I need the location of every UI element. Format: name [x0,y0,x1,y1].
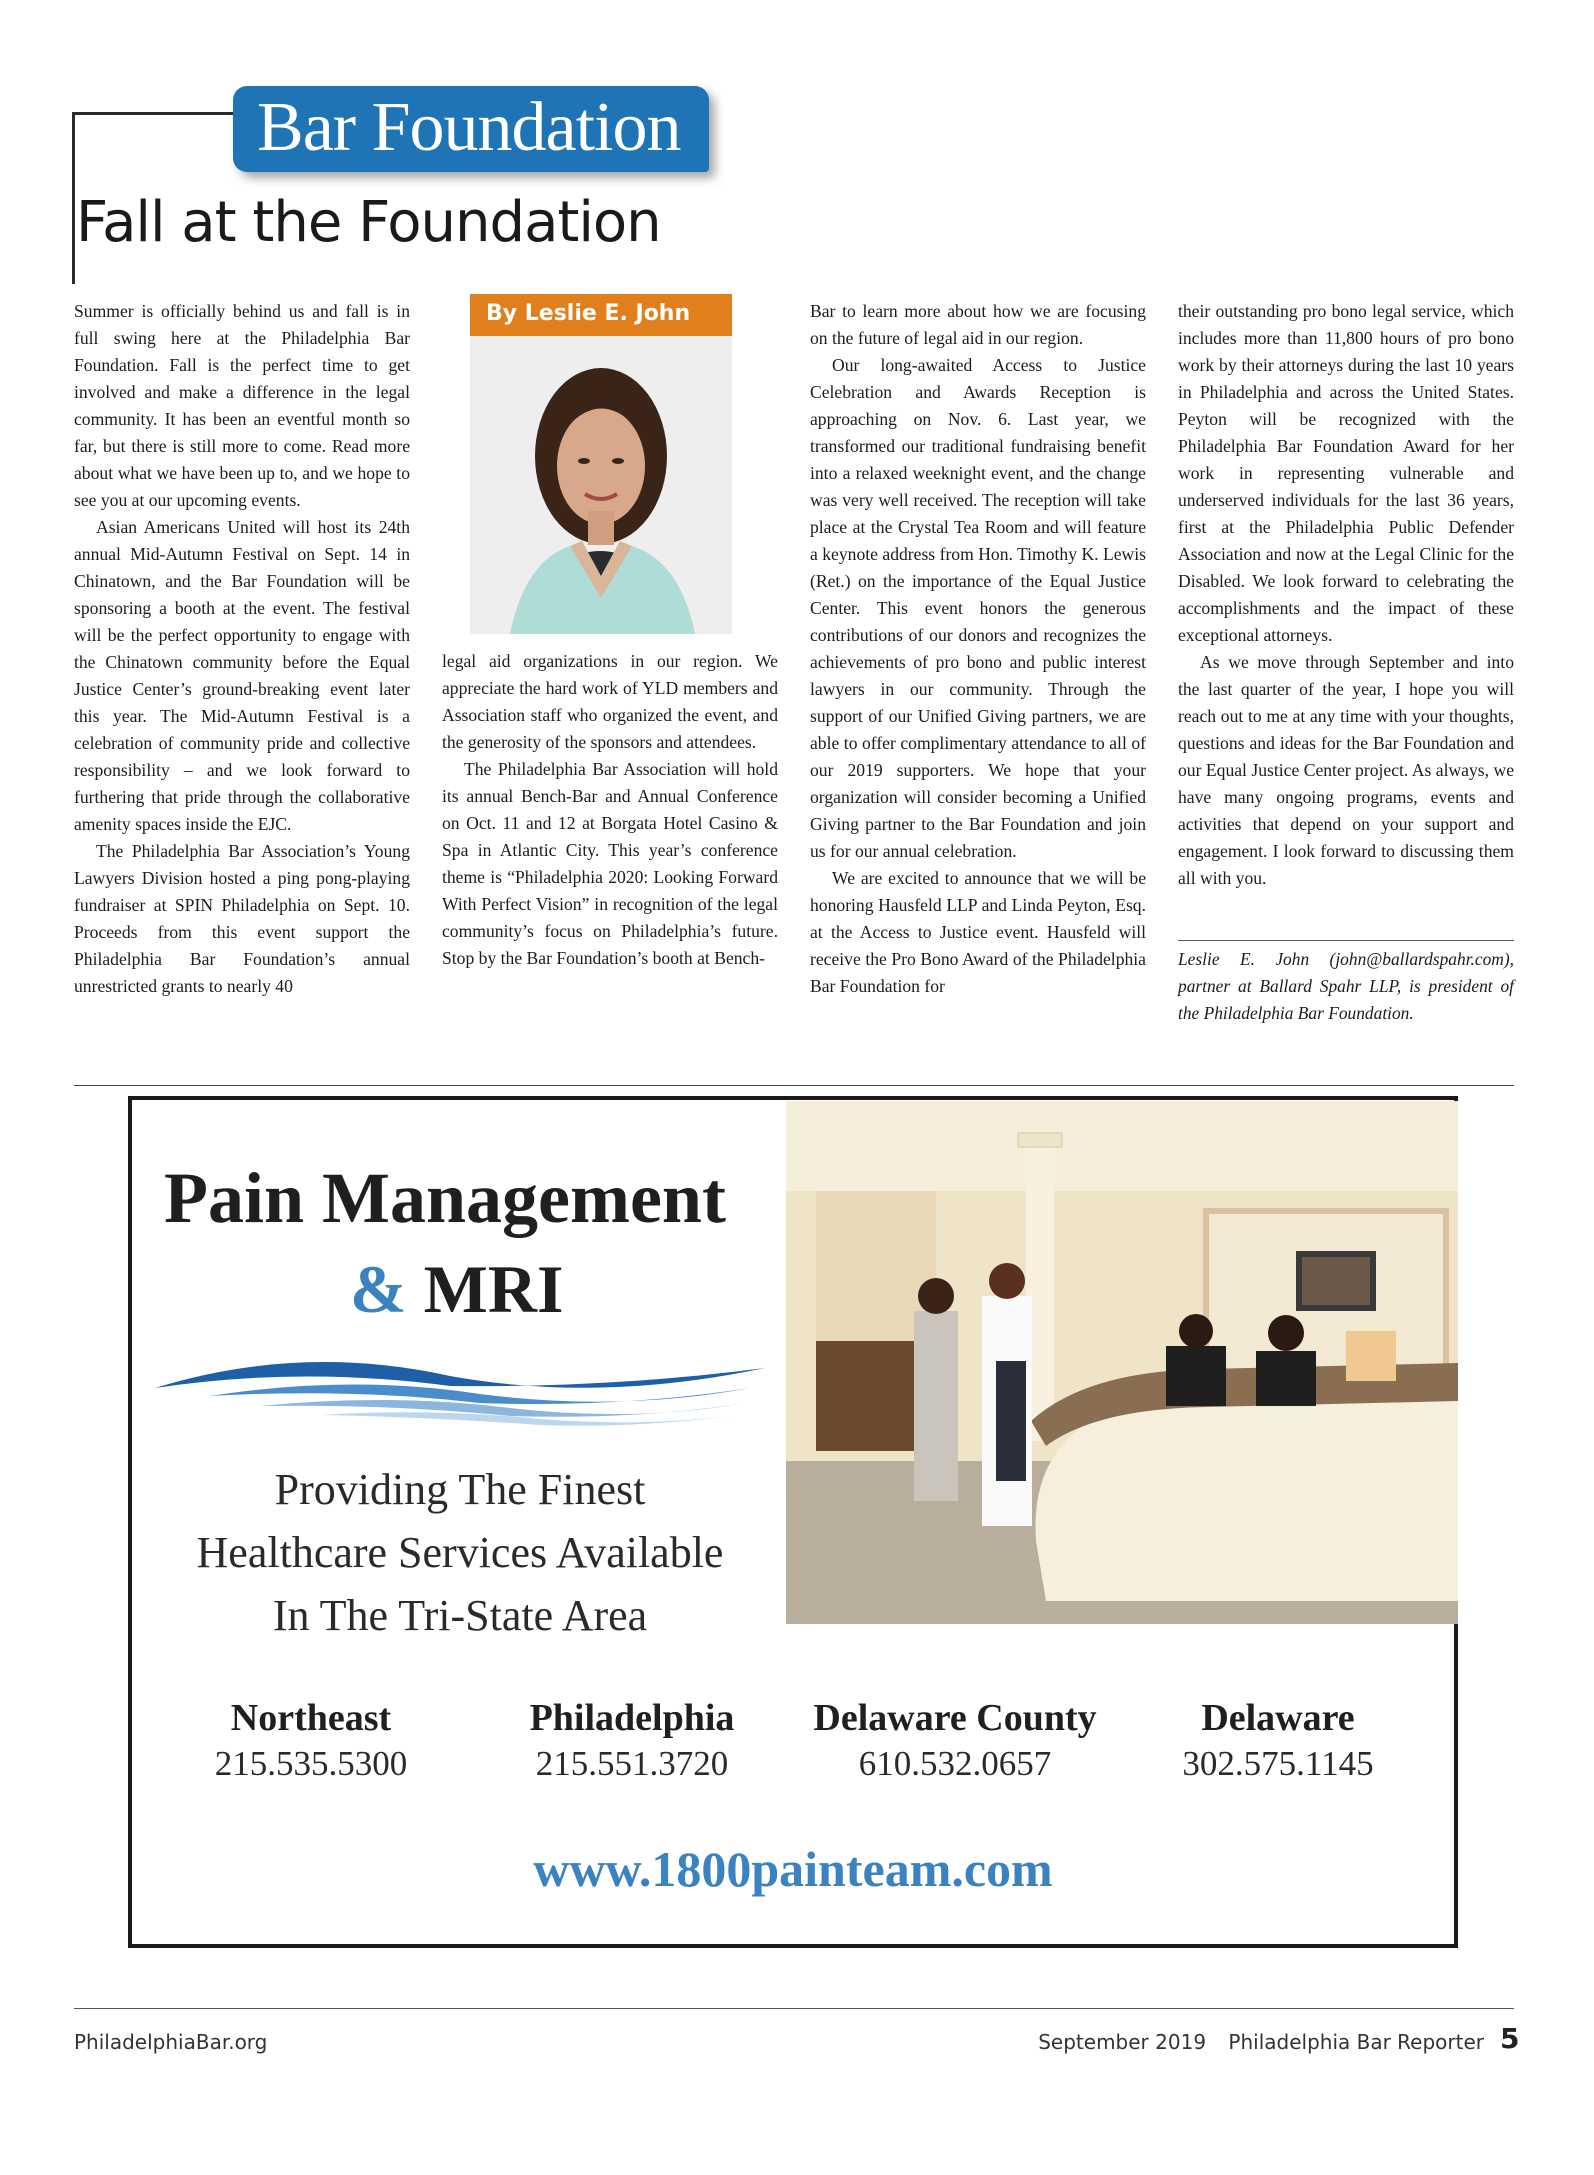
footer-divider [74,2008,1514,2009]
author-portrait [470,336,732,634]
paragraph: As we move through September and into the last quarter of the year, I hope you will reach out to me at any time with your thoughts, questions and ideas for the Bar Foundation and our Equal Justice Center project. As always, we have many ongoing programs, events and activities that depend on your support and engagement. I look forward to discussing them all with you. [1178,652,1514,888]
paragraph: Asian Americans United will host its 24th annual Mid-Autumn Festival on Sept. 14 in Chinatown, and the Bar Foundation will be sponsoring a booth at the event. The festival will be the perfect opportunity to engage with the Chinatown community before the Equal Justice Center’s ground-breaking event later this year. The Mid-Autumn Festival is a celebration of community pride and collective responsibility – and we look forward to furthering that pride through the collaborative amenity spaces inside the EJC. [74,517,410,834]
byline-tag [470,294,732,336]
paragraph: Summer is officially behind us and fall is in full swing here at the Philadelphia Bar Foundation. Fall is the perfect time to get involved and make a difference in the legal community. It has been an eventful month so far, but there is still more to come. Read more about what we have been up to, and we hope to see you at our upcoming events. [74,301,410,510]
ad-subtitle [350,1250,563,1329]
byline-text: By Leslie E. John [486,301,691,326]
author-bio: Leslie E. John (john@ballardspahr.com), partner at Ballard Spahr LLP, is president of the Philadelphia Bar Foundation. [1178,949,1514,1023]
article-column-3 [810,298,1146,1000]
footer-website[interactable]: PhiladelphiaBar.org [74,2030,268,2054]
ad-tagline-line: Providing The Finest [274,1465,646,1514]
ad-tagline [140,1458,780,1647]
footer-issue-info [1038,2030,1484,2054]
location-phone: 215.535.5300 [214,1744,408,1783]
location-phone: 215.551.3720 [535,1744,729,1783]
paragraph: The Philadelphia Bar Association’s Young Lawyers Division hosted a ping pong-playing fundraiser at SPIN Philadelphia on Sept. 10. Proceeds from this event support the Philadelphia Bar Foundation’s annual unrestricted grants to nearly 40 [74,841,410,996]
location-name: Delaware County [813,1697,1097,1739]
ad-ampersand: & [350,1251,407,1327]
article-column-1 [74,298,410,1000]
ad-subtitle-text: MRI [423,1251,564,1327]
section-divider [74,1085,1514,1086]
paragraph: Bar to learn more about how we are focusing on the future of legal aid in our region. [810,301,1146,348]
footer-date: September 2019 [1038,2030,1207,2054]
location-delaware [1118,1695,1438,1787]
location-delaware-county [795,1695,1115,1787]
location-phone: 610.532.0657 [858,1744,1052,1783]
footer-publication: Philadelphia Bar Reporter [1228,2030,1484,2054]
location-phone: 302.575.1145 [1182,1744,1374,1783]
paragraph: The Philadelphia Bar Association will hold its annual Bench-Bar and Annual Conference on Oct. 11 and 12 at Borgata Hotel Casino & Spa in Atlantic City. This year’s conference theme is “Philadelphia 2020: Looking Forward With Perfect Vision” in recognition of the legal community’s focus on Philadelphia’s future. Stop by the Bar Foundation’s booth at Bench- [442,759,778,968]
location-name: Philadelphia [529,1697,735,1739]
ad-tagline-line: In The Tri-State Area [272,1591,648,1640]
location-name: Northeast [230,1697,392,1739]
ad-website-link[interactable]: www.1800painteam.com [533,1841,1053,1897]
paragraph: their outstanding pro bono legal service, which includes more than 11,800 hours of pro bono work by their attorneys during the last 10 years in Philadelphia and across the United States. Peyton will be recognized with the Philadelphia Bar Foundation Award for her work in representing vulnerable and underserved individuals for the last 36 years, first at the Philadelphia Public Defender Association and now at the Legal Clinic for the Disabled. We look forward to celebrating the accomplishments and the impact of these exceptional attorneys. [1178,301,1514,645]
article-column-4 [1178,298,1514,892]
paragraph: legal aid organizations in our region. We appreciate the hard work of YLD members and Association staff who organized the event, and the generosity of the sponsors and attendees. [442,651,778,752]
wave-logo-icon [150,1348,770,1428]
ad-title: Pain Management [164,1158,726,1238]
paragraph: Our long-awaited Access to Justice Celebration and Awards Reception is approaching on Nov. 6. Last year, we transformed our traditional fundraising benefit into a relaxed weeknight event, and the change was very well received. The reception will take place at the Crystal Tea Room and will feature a keynote address from Hon. Timothy K. Lewis (Ret.) on the importance of the Equal Justice Center. This event honors the generous contributions of our donors and recognizes the achievements of pro bono and public interest lawyers in our community. Through the support of our Unified Giving partners, we are able to offer complimentary attendance to all of our 2019 supporters. We hope that your organization will consider becoming a Unified Giving partner to the Bar Foundation and join us for our annual celebration. [810,355,1146,861]
section-frame-top [72,112,242,115]
section-tab [233,86,709,172]
location-northeast [151,1695,471,1787]
paragraph: We are excited to announce that we will be honoring Hausfeld LLP and Linda Peyton, Esq. at the Access to Justice event. Hausfeld will receive the Pro Bono Award of the Philadelphia Bar Foundation for [810,868,1146,996]
section-frame-left [72,112,75,284]
ad-tagline-line: Healthcare Services Available [196,1528,724,1577]
article-headline: Fall at the Foundation [76,190,661,255]
section-label: Bar Foundation [257,89,681,166]
page-number: 5 [1500,2022,1520,2055]
location-name: Delaware [1201,1697,1355,1739]
article-column-2 [442,648,778,972]
bio-divider [1178,940,1514,941]
location-philadelphia [472,1695,792,1787]
reception-photo [786,1101,1458,1624]
author-photo-box [470,294,732,634]
